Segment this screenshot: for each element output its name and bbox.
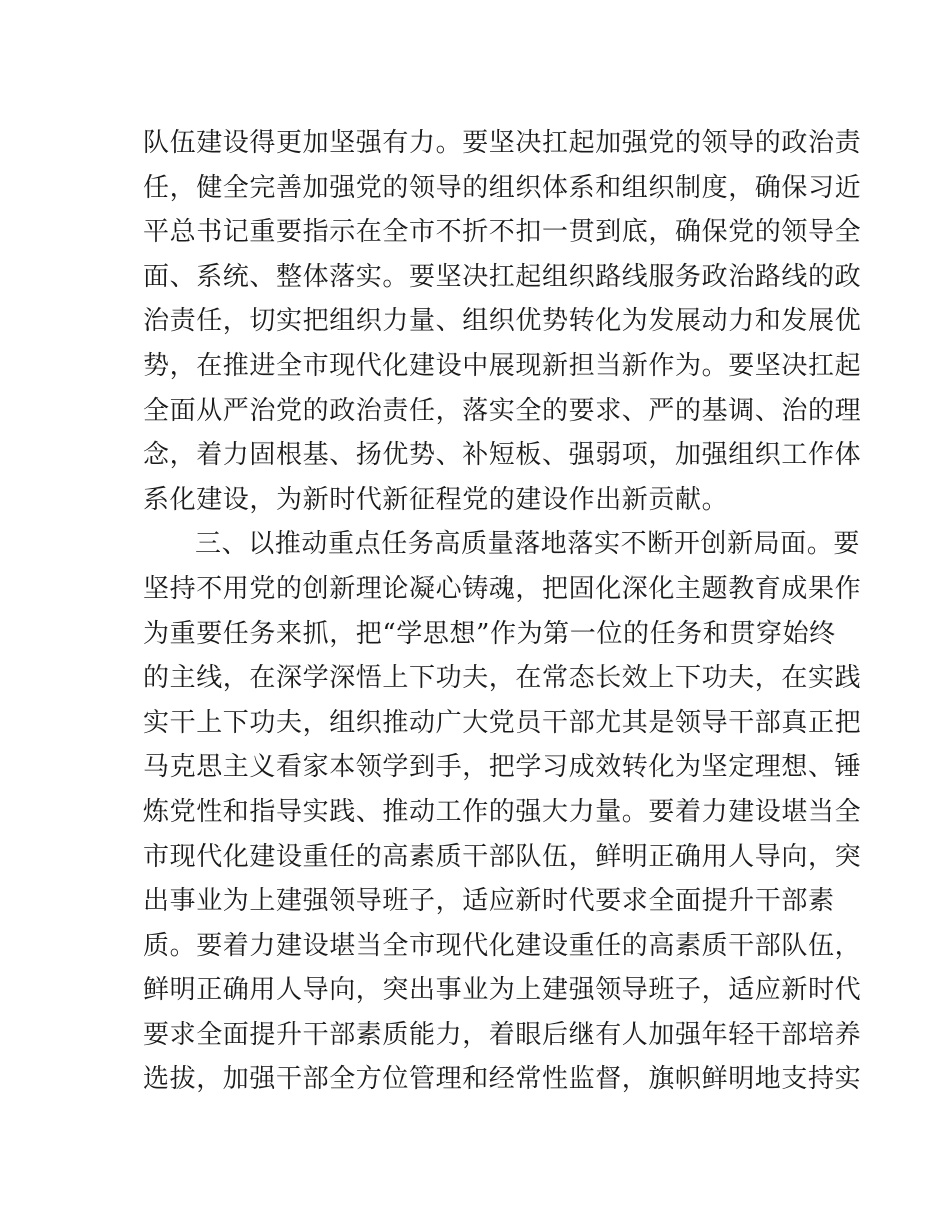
- text-line: 平总书记重要指示在全市不折不扣一贯到底，确保党的领导全: [143, 217, 862, 248]
- text-line: 全面从严治党的政治责任，落实全的要求、严的基调、治的理: [143, 395, 862, 426]
- text-line: 念，着力固根基、扬优势、补短板、强弱项，加强组织工作体: [143, 440, 862, 471]
- text-line: 为重要任务来抓，把“学思想”作为第一位的任务和贯穿始终: [143, 618, 836, 649]
- text-line: 的主线，在深学深悟上下功夫，在常态长效上下功夫，在实践: [143, 663, 862, 694]
- text-line: 选拔，加强干部全方位管理和经常性监督，旗帜鲜明地支持实: [143, 1064, 862, 1095]
- text-line: 治责任，切实把组织力量、组织优势转化为发展动力和发展优: [143, 306, 862, 337]
- text-line: 鲜明正确用人导向，突出事业为上建强领导班子，适应新时代: [143, 975, 862, 1006]
- text-line: 出事业为上建强领导班子，适应新时代要求全面提升干部素: [143, 886, 835, 917]
- text-line: 实干上下功夫，组织推动广大党员干部尤其是领导干部真正把: [143, 707, 862, 738]
- text-line: 系化建设，为新时代新征程党的建设作出新贡献。: [143, 484, 729, 515]
- text-line: 任，健全完善加强党的领导的组织体系和组织制度，确保习近: [143, 172, 862, 203]
- text-line-indented: 三、以推动重点任务高质量落地落实不断开创新局面。要: [195, 529, 861, 560]
- text-line: 坚持不用党的创新理论凝心铸魂，把固化深化主题教育成果作: [143, 573, 862, 604]
- paragraph-1: [143, 121, 862, 522]
- text-line: 市现代化建设重任的高素质干部队伍，鲜明正确用人导向，突: [143, 841, 862, 872]
- text-line: 面、系统、整体落实。要坚决扛起组织路线服务政治路线的政: [143, 261, 862, 292]
- text-line: 马克思主义看家本领学到手，把学习成效转化为坚定理想、锤: [143, 752, 862, 783]
- text-line: 炼党性和指导实践、推动工作的强大力量。要着力建设堪当全: [143, 796, 862, 827]
- text-line: 要求全面提升干部素质能力，着眼后继有人加强年轻干部培养: [143, 1019, 862, 1050]
- text-line: 队伍建设得更加坚强有力。要坚决扛起加强党的领导的政治责: [143, 128, 862, 158]
- text-line: 势，在推进全市现代化建设中展现新担当新作为。要坚决扛起: [143, 350, 862, 381]
- paragraph-2: [143, 522, 862, 1102]
- document-body: [143, 121, 862, 1102]
- text-line: 质。要着力建设堪当全市现代化建设重任的高素质干部队伍，: [143, 930, 862, 961]
